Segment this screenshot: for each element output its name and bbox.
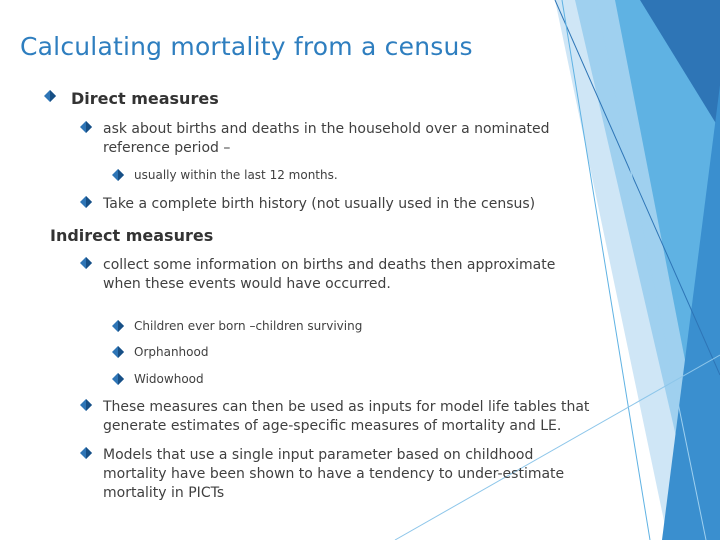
direct-item-1-sub-text: usually within the last 12 months. — [134, 168, 338, 182]
direct-item-1-text: ask about births and deaths in the household over a nominated reference period – — [103, 121, 550, 156]
diamond-arrow-bullet-icon — [112, 319, 124, 333]
diamond-arrow-bullet-icon — [80, 256, 92, 270]
direct-item-2-text: Take a complete birth history (not usually used in the census) — [103, 196, 536, 212]
diamond-arrow-bullet-icon — [112, 372, 124, 386]
diamond-arrow-bullet-icon — [80, 120, 92, 134]
indirect-subitem-2-text: Orphanhood — [134, 345, 209, 359]
indirect-item-2-text: These measures can then be used as inputs for model life tables that generate estimates of age-specific measures of mortality and LE. — [103, 399, 590, 434]
indirect-subitem-2 — [112, 343, 208, 361]
diamond-arrow-bullet-icon — [80, 195, 92, 209]
indirect-measures-heading: Indirect measures — [50, 226, 214, 245]
indirect-subitem-3-text: Widowhood — [134, 372, 204, 386]
direct-measures-heading: Direct measures — [71, 89, 219, 108]
indirect-subitem-1 — [112, 317, 362, 335]
direct-item-1-sub — [112, 166, 338, 184]
indirect-subitem-3 — [112, 370, 204, 388]
indirect-subitem-1-text: Children ever born –children surviving — [134, 319, 363, 333]
direct-item-1 — [80, 120, 573, 158]
direct-item-2 — [80, 195, 535, 214]
diamond-arrow-bullet-icon — [44, 89, 56, 103]
direct-measures-heading-item — [44, 89, 219, 108]
indirect-item-1 — [80, 256, 573, 294]
indirect-item-3-text: Models that use a single input parameter based on childhood mortality have been shown to have a tendency to under-estimate mortality in PICTs — [103, 447, 565, 501]
diamond-arrow-bullet-icon — [112, 168, 124, 182]
indirect-item-1-text: collect some information on births and deaths then approximate when these events would have occurred. — [103, 257, 556, 292]
indirect-item-2 — [80, 398, 608, 436]
slide-title: Calculating mortality from a census — [20, 32, 473, 61]
indirect-item-3 — [80, 446, 583, 503]
indirect-measures-heading-item — [50, 226, 213, 245]
diamond-arrow-bullet-icon — [112, 345, 124, 359]
diamond-arrow-bullet-icon — [80, 446, 92, 460]
diamond-arrow-bullet-icon — [80, 398, 92, 412]
